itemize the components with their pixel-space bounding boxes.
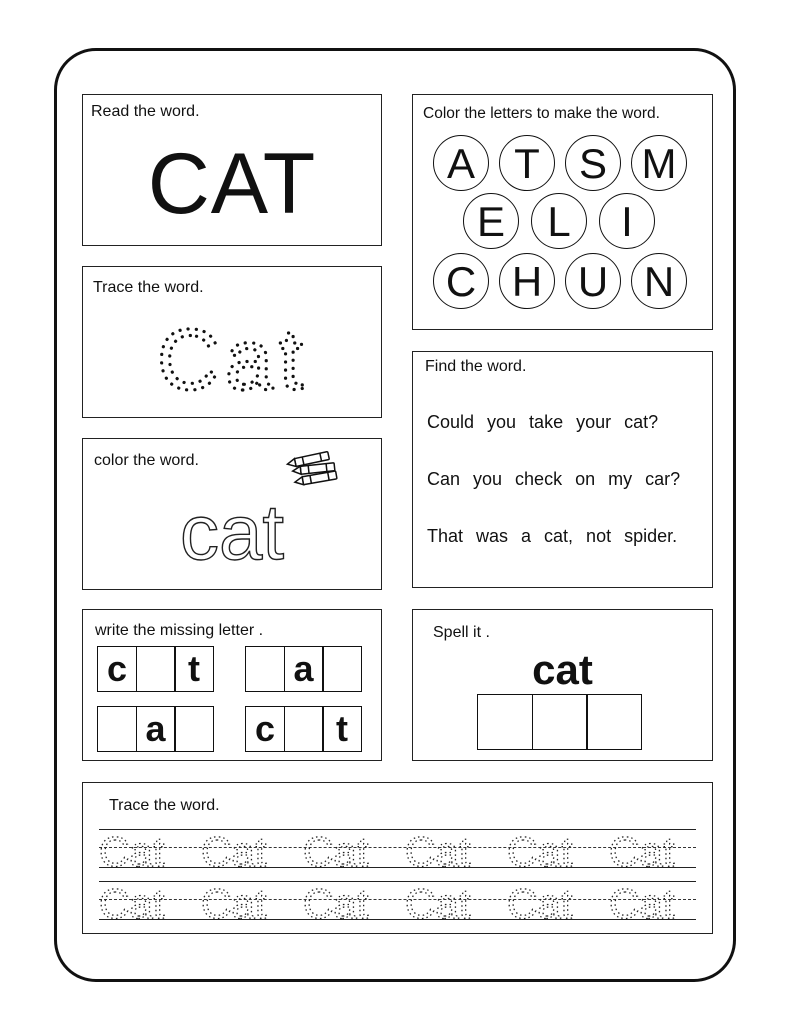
trace-word: Cat [507,880,573,925]
letter-circle[interactable] [631,135,687,191]
find-sentence-1: Could you take your cat? [427,412,659,432]
grid-cell-blank[interactable] [174,706,214,752]
letter-circle[interactable] [565,253,621,309]
letter-circle[interactable] [433,253,489,309]
spell-it-label: Spell it . [433,624,490,641]
letter-circle[interactable] [463,193,519,249]
color-word-label: color the word. [94,452,199,469]
grid-cell-blank[interactable] [136,646,176,692]
read-word-box [82,94,382,246]
letter: T [514,140,540,187]
color-word-box [82,438,382,590]
letter-grid-2 [245,646,362,692]
letter-grid-4 [245,706,362,752]
crayons-icon [283,449,343,493]
trace-rows-box [82,782,713,934]
letter: U [577,258,609,305]
letter-circle[interactable] [531,193,587,249]
grid-cell-blank[interactable] [322,646,362,692]
letter-circle[interactable] [499,253,555,309]
spell-cells [477,694,642,750]
grid-cell: c [97,646,137,692]
spell-cell[interactable] [477,694,533,750]
trace-word: Cat [303,828,369,873]
trace-word: Cat [609,828,675,873]
color-letters-box [412,94,713,330]
grid-cell: t [174,646,214,692]
spell-cell[interactable] [532,694,588,750]
trace-word: Cat [507,828,573,873]
trace-word-box [82,266,382,418]
trace-word: Cat [201,880,267,925]
letter: E [476,198,505,245]
missing-letter-label: write the missing letter . [95,622,264,639]
spell-cell[interactable] [586,694,642,750]
letter: L [547,198,571,245]
outline-word[interactable]: cat [179,488,285,576]
letter-grid-3 [97,706,214,752]
letter-circle[interactable] [565,135,621,191]
trace-word: Cat [99,880,165,925]
color-letters-label: Color the letters to make the word. [423,105,660,122]
letter-circle[interactable] [631,253,687,309]
trace-word: Cat [303,880,369,925]
read-word-label: Read the word. [91,103,200,120]
trace-word: Cat [609,880,675,925]
grid-cell: t [322,706,362,752]
letter: I [621,198,633,245]
find-sentence-3: That was a cat, not spider. [427,526,678,546]
trace-word-label: Trace the word. [93,279,204,296]
grid-cell-blank[interactable] [97,706,137,752]
missing-letter-box [82,609,382,761]
letter: C [445,258,477,305]
find-word-label: Find the word. [425,358,527,375]
find-sentence-2: Can you check on my car? [427,469,681,489]
trace-rows-label: Trace the word. [109,797,220,814]
read-word-text: CAT [147,136,317,232]
trace-row-1[interactable] [97,823,701,873]
grid-cell-blank[interactable] [245,646,285,692]
letter: A [446,140,475,187]
letter-circle[interactable] [599,193,655,249]
letter: H [511,258,543,305]
grid-cell: c [245,706,285,752]
letter: N [643,258,675,305]
letter: M [641,140,677,187]
trace-word: Cat [405,828,471,873]
letter-circle[interactable] [499,135,555,191]
grid-cell-blank[interactable] [284,706,324,752]
dotted-word-svg[interactable] [83,267,383,419]
trace-row-2[interactable] [97,875,701,925]
spell-it-box [412,609,713,761]
letter-circle[interactable] [433,135,489,191]
letter-grid-1 [97,646,214,692]
dotted-word: Cat [157,312,309,408]
find-word-box [412,351,713,588]
grid-cell: a [284,646,324,692]
trace-word: Cat [405,880,471,925]
trace-word: Cat [201,828,267,873]
grid-cell: a [136,706,176,752]
letter: S [578,140,607,187]
spell-word: cat [532,646,593,693]
trace-word: Cat [99,828,165,873]
